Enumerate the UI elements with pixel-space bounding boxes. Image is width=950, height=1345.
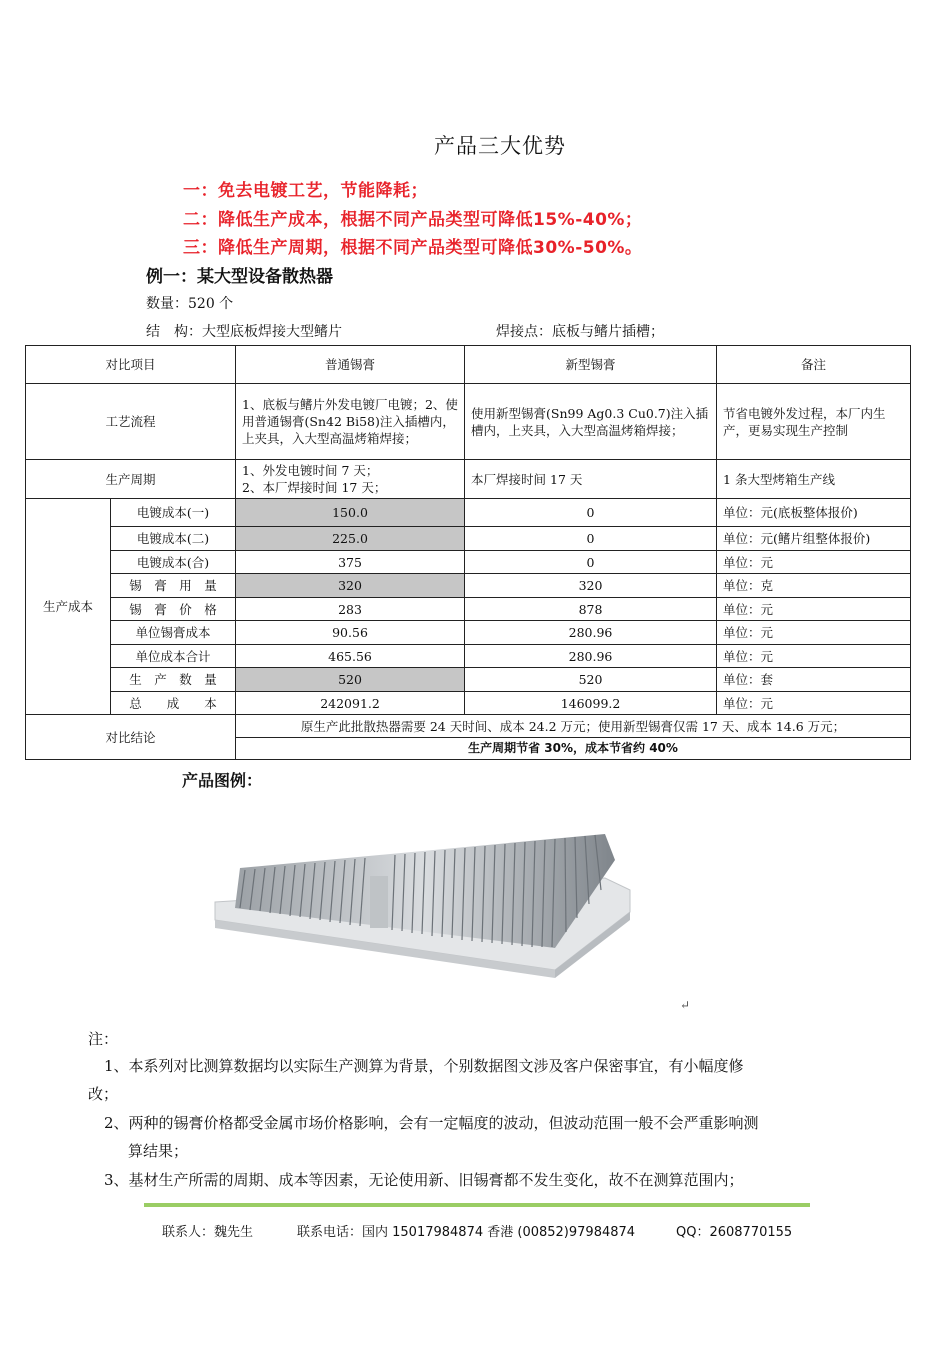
table-row bbox=[26, 692, 911, 715]
table-row bbox=[26, 499, 911, 527]
table-row bbox=[26, 645, 911, 668]
table-row bbox=[26, 574, 911, 598]
note-1b: 改； bbox=[88, 1085, 119, 1103]
cost-item: 锡 膏 用 量 bbox=[111, 574, 236, 598]
cost-new: 878 bbox=[465, 598, 717, 621]
table-row bbox=[26, 621, 911, 645]
cost-normal: 520 bbox=[236, 668, 465, 692]
cost-item: 总 成 本 bbox=[111, 692, 236, 715]
table-row-process bbox=[26, 384, 911, 460]
cost-new: 146099.2 bbox=[465, 692, 717, 715]
table-row bbox=[26, 598, 911, 621]
cost-new: 0 bbox=[465, 551, 717, 574]
cost-new: 280.96 bbox=[465, 621, 717, 645]
cost-item: 单位成本合计 bbox=[111, 645, 236, 668]
advantage-3: 三：降低生产周期，根据不同产品类型可降低30%-50%。 bbox=[183, 238, 643, 258]
cycle-normal-1: 1、外发电镀时间 7 天； bbox=[242, 463, 379, 478]
cost-normal: 283 bbox=[236, 598, 465, 621]
cycle-normal bbox=[236, 460, 465, 499]
conclusion-label: 对比结论 bbox=[26, 715, 236, 760]
header-item: 对比项目 bbox=[26, 346, 236, 384]
note-3: 3、基材生产所需的周期、成本等因素，无论使用新、旧锡膏都不发生变化，故不在测算范围内； bbox=[104, 1171, 744, 1189]
note-1a: 1、本系列对比测算数据均以实际生产测算为背景，个别数据图文涉及客户保密事宜，有小幅度修 bbox=[104, 1057, 744, 1075]
cycle-label: 生产周期 bbox=[26, 460, 236, 499]
header-new: 新型锡膏 bbox=[465, 346, 717, 384]
cost-item: 电镀成本(二) bbox=[111, 527, 236, 551]
cost-note: 单位：元 bbox=[717, 551, 911, 574]
cost-item: 单位锡膏成本 bbox=[111, 621, 236, 645]
cost-note: 单位：元(鳍片组整体报价) bbox=[717, 527, 911, 551]
cost-item: 电镀成本(一) bbox=[111, 499, 236, 527]
advantage-1: 一：免去电镀工艺，节能降耗； bbox=[183, 181, 428, 201]
example-title: 例一：某大型设备散热器 bbox=[146, 267, 333, 287]
header-note: 备注 bbox=[717, 346, 911, 384]
structure-text: 结 构：大型底板焊接大型鳍片 bbox=[146, 324, 342, 340]
cost-normal: 375 bbox=[236, 551, 465, 574]
note-2a: 2、两种的锡膏价格都受金属市场价格影响，会有一定幅度的波动，但波动范围一般不会严重影响测 bbox=[104, 1114, 759, 1132]
figure-label: 产品图例： bbox=[182, 771, 263, 790]
heatsink-image bbox=[210, 820, 650, 980]
cost-normal: 90.56 bbox=[236, 621, 465, 645]
header-normal: 普通锡膏 bbox=[236, 346, 465, 384]
cost-note: 单位：元(底板整体报价) bbox=[717, 499, 911, 527]
process-normal: 1、底板与鳍片外发电镀厂电镀；2、使用普通锡膏(Sn42 Bi58)注入插槽内，上夹具，入大型高温烤箱焊接； bbox=[236, 384, 465, 460]
contact-person: 联系人：魏先生 bbox=[162, 1225, 254, 1240]
process-label: 工艺流程 bbox=[26, 384, 236, 460]
cost-new: 320 bbox=[465, 574, 717, 598]
cost-new: 0 bbox=[465, 527, 717, 551]
process-new: 使用新型锡膏(Sn99 Ag0.3 Cu0.7)注入插槽内，上夹具，入大型高温烤箱焊接； bbox=[465, 384, 717, 460]
cost-new: 520 bbox=[465, 668, 717, 692]
cycle-new: 本厂焊接时间 17 天 bbox=[465, 460, 717, 499]
table-row-cycle bbox=[26, 460, 911, 499]
table-row bbox=[26, 527, 911, 551]
notes-label: 注： bbox=[88, 1030, 119, 1048]
page-title: 产品三大优势 bbox=[434, 134, 566, 158]
advantage-2: 二：降低生产成本，根据不同产品类型可降低15%-40%； bbox=[183, 210, 643, 230]
cost-normal: 225.0 bbox=[236, 527, 465, 551]
table-row bbox=[26, 551, 911, 574]
weld-point-text: 焊接点：底板与鳍片插槽； bbox=[496, 324, 664, 340]
contact-qq: QQ：2608770155 bbox=[676, 1225, 793, 1240]
cost-new: 0 bbox=[465, 499, 717, 527]
cost-item: 电镀成本(合) bbox=[111, 551, 236, 574]
table-header-row bbox=[26, 346, 911, 384]
cost-note: 单位：元 bbox=[717, 692, 911, 715]
conclusion-text: 原生产此批散热器需要 24 天时间、成本 24.2 万元；使用新型锡膏仅需 17 天、成本 14.6 万元； bbox=[236, 715, 911, 738]
process-note: 节省电镀外发过程，本厂内生产，更易实现生产控制 bbox=[717, 384, 911, 460]
note-2b: 算结果； bbox=[128, 1142, 189, 1160]
cost-normal: 320 bbox=[236, 574, 465, 598]
cycle-normal-2: 2、本厂焊接时间 17 天； bbox=[242, 480, 387, 495]
cost-normal: 150.0 bbox=[236, 499, 465, 527]
cost-group-label: 生产成本 bbox=[26, 499, 111, 715]
cost-note: 单位：元 bbox=[717, 598, 911, 621]
footer-divider bbox=[144, 1203, 810, 1207]
cycle-note: 1 条大型烤箱生产线 bbox=[717, 460, 911, 499]
enter-mark: ↵ bbox=[680, 998, 691, 1012]
cost-normal: 242091.2 bbox=[236, 692, 465, 715]
quantity-text: 数量：520 个 bbox=[146, 296, 234, 312]
cost-note: 单位：元 bbox=[717, 621, 911, 645]
cost-item: 生 产 数 量 bbox=[111, 668, 236, 692]
table-row-conclusion bbox=[26, 715, 911, 738]
cost-note: 单位：套 bbox=[717, 668, 911, 692]
cost-note: 单位：克 bbox=[717, 574, 911, 598]
table-row bbox=[26, 668, 911, 692]
cost-new: 280.96 bbox=[465, 645, 717, 668]
cost-note: 单位：元 bbox=[717, 645, 911, 668]
cost-item: 锡 膏 价 格 bbox=[111, 598, 236, 621]
conclusion-bold: 生产周期节省 30%，成本节省约 40% bbox=[236, 738, 911, 760]
contact-phone: 联系电话：国内 15017984874 香港 (00852)97984874 bbox=[297, 1225, 636, 1240]
cost-normal: 465.56 bbox=[236, 645, 465, 668]
comparison-table bbox=[25, 345, 911, 760]
